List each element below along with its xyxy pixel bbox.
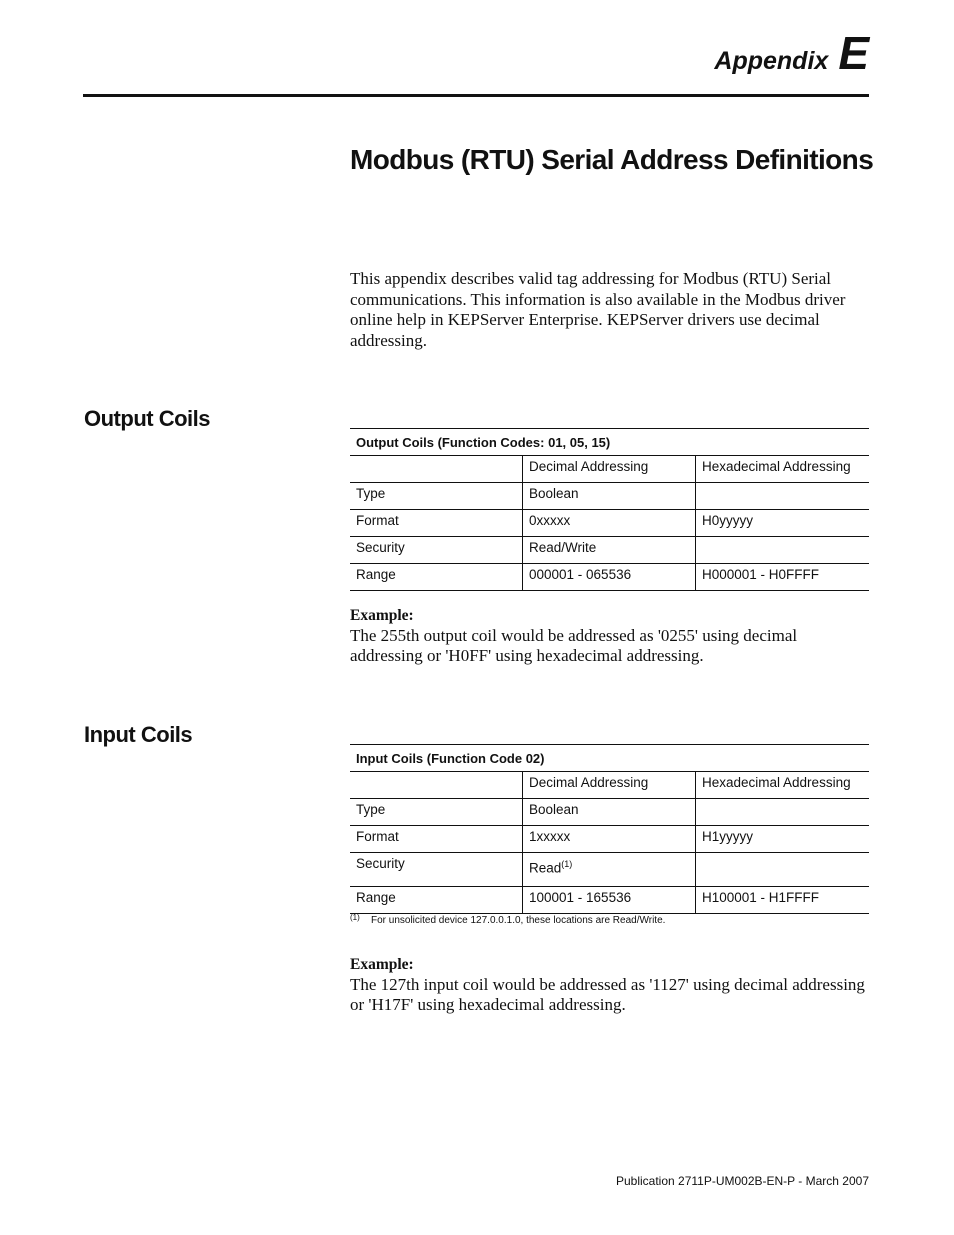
table-cell: Security (350, 537, 523, 564)
table-row (350, 799, 869, 826)
intro-paragraph: This appendix describes valid tag addressing for Modbus (RTU) Serial communications. This information is also available in the Modbus driver online help in KEPServer Enterprise. KEPServer drivers use decimal addressing. (350, 269, 846, 350)
table-cell: Format (350, 510, 523, 537)
table-caption-row (350, 429, 869, 456)
table-caption: Input Coils (Function Code 02) (350, 745, 869, 772)
table-cell: 0xxxxx (523, 510, 696, 537)
column-header: Hexadecimal Addressing (696, 772, 870, 799)
table-row (350, 853, 869, 887)
table-caption: Output Coils (Function Codes: 01, 05, 15) (350, 429, 869, 456)
table-header-row (350, 772, 869, 799)
section-heading-input-coils: Input Coils (84, 722, 193, 747)
column-header: Decimal Addressing (523, 456, 696, 483)
appendix-letter: E (838, 27, 869, 79)
footnote-mark: (1) (350, 913, 360, 922)
column-header (350, 456, 523, 483)
section-heading-output-coils: Output Coils (84, 406, 210, 431)
table-cell (696, 799, 870, 826)
output-coils-table (350, 428, 869, 591)
footnote-reference: (1) (561, 859, 573, 869)
table-cell: Boolean (523, 799, 696, 826)
example-label: Example: (350, 607, 414, 624)
table-cell (696, 853, 870, 887)
security-value: Read (529, 860, 562, 876)
table-row (350, 826, 869, 853)
input-coils-table (350, 744, 869, 914)
column-header: Decimal Addressing (523, 772, 696, 799)
table-row (350, 537, 869, 564)
table-cell: 000001 - 065536 (523, 564, 696, 591)
table-row (350, 483, 869, 510)
table-row (350, 564, 869, 591)
appendix-header (714, 27, 869, 79)
table-cell (696, 483, 870, 510)
table-cell: H000001 - H0FFFF (696, 564, 870, 591)
table-caption-row (350, 745, 869, 772)
table-cell: Range (350, 887, 523, 914)
table-cell: H0yyyyy (696, 510, 870, 537)
table-cell: Security (350, 853, 523, 887)
table-cell: Type (350, 799, 523, 826)
header-rule (83, 94, 869, 97)
table-cell: H1yyyyy (696, 826, 870, 853)
appendix-word: Appendix (714, 47, 829, 75)
column-header (350, 772, 523, 799)
table-footnote (350, 915, 665, 926)
table-cell: Type (350, 483, 523, 510)
page-title: Modbus (RTU) Serial Address Definitions (350, 144, 874, 175)
example-text: The 255th output coil would be addressed as '0255' using decimal addressing or 'H0FF' using hexadecimal addressing. (350, 626, 798, 665)
table-cell (696, 537, 870, 564)
publication-footer: Publication 2711P-UM002B-EN-P - March 2007 (615, 1174, 869, 1188)
table-cell: Format (350, 826, 523, 853)
table-cell: H100001 - H1FFFF (696, 887, 870, 914)
example-label: Example: (350, 956, 414, 973)
example-text: The 127th input coil would be addressed as '1127' using decimal addressing or 'H17F' using hexadecimal addressing. (350, 975, 865, 1014)
table-cell (523, 853, 696, 887)
table-cell: Range (350, 564, 523, 591)
table-row (350, 510, 869, 537)
table-cell: 1xxxxx (523, 826, 696, 853)
table-cell: Boolean (523, 483, 696, 510)
footnote-text: For unsolicited device 127.0.0.1.0, these locations are Read/Write. (371, 915, 666, 926)
table-cell: 100001 - 165536 (523, 887, 696, 914)
table-row (350, 887, 869, 914)
table-header-row (350, 456, 869, 483)
column-header: Hexadecimal Addressing (696, 456, 870, 483)
table-cell: Read/Write (523, 537, 696, 564)
